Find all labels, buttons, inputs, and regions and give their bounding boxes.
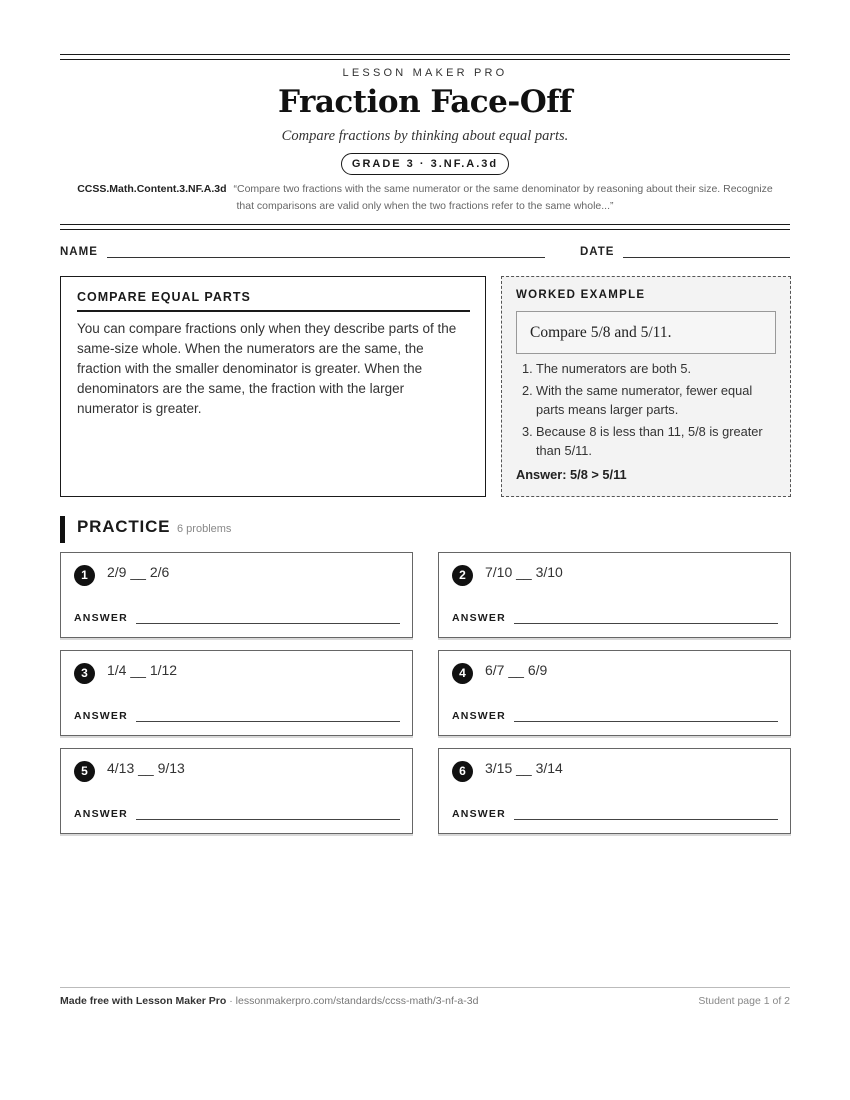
worksheet-title: Fraction Face-Off: [278, 84, 572, 120]
date-field[interactable]: [623, 257, 790, 258]
problem-card: [60, 748, 413, 834]
problem-number-badge: 1: [74, 565, 95, 586]
problem-text: 7/10 __ 3/10: [485, 564, 563, 580]
problem-text: 6/7 __ 6/9: [485, 662, 548, 678]
footer-credit: [60, 995, 478, 1007]
worked-example-prompt: Compare 5/8 and 5/11.: [516, 311, 776, 354]
answer-field[interactable]: [514, 721, 778, 722]
practice-accent-bar: [60, 516, 65, 543]
concept-box: [60, 276, 486, 497]
answer-label: ANSWER: [74, 612, 128, 624]
concept-body: You can compare fractions only when they describe parts of the same-size whole. When the numerators are the same, the fraction with the smaller denominator is greater. When the denominators are the same, the fraction with the larger numerator is greater.: [77, 321, 457, 416]
standard-description: [70, 181, 780, 215]
footer-rule: [60, 987, 790, 988]
answer-field[interactable]: [514, 623, 778, 624]
answer-label: ANSWER: [452, 612, 506, 624]
problem-text: 2/9 __ 2/6: [107, 564, 170, 580]
worked-example-box: [501, 276, 791, 497]
answer-label: ANSWER: [452, 710, 506, 722]
header-bottom-rule: [60, 224, 790, 230]
problem-text: 3/15 __ 3/14: [485, 760, 563, 776]
problem-card: [438, 748, 791, 834]
problem-card: [438, 650, 791, 736]
brand-name: LESSON MAKER PRO: [342, 67, 508, 79]
worked-example-step: 3. Because 8 is less than 11, 5/8 is greater than 5/11.: [522, 423, 763, 458]
worked-example-steps: [516, 359, 778, 463]
date-label: DATE: [580, 246, 615, 258]
answer-label: ANSWER: [452, 808, 506, 820]
standard-text: “Compare two fractions with the same numerator or the same denominator by reasoning about their size. Recognize that comparisons are valid only when the two fractions refer to the same whole...”: [233, 183, 773, 212]
problem-number-badge: 3: [74, 663, 95, 684]
practice-count: 6 problems: [177, 523, 232, 535]
problem-text: 4/13 __ 9/13: [107, 760, 185, 776]
practice-heading: PRACTICE: [77, 517, 171, 536]
problem-number-badge: 4: [452, 663, 473, 684]
answer-field[interactable]: [136, 623, 400, 624]
header-top-rule: [60, 54, 790, 60]
standard-code: CCSS.Math.Content.3.NF.A.3d: [77, 183, 227, 195]
answer-field[interactable]: [514, 819, 778, 820]
problem-number-badge: 5: [74, 761, 95, 782]
problem-number-badge: 6: [452, 761, 473, 782]
problem-text: 1/4 __ 1/12: [107, 662, 178, 678]
worked-example-step: 2. With the same numerator, fewer equal parts means larger parts.: [522, 382, 753, 417]
name-label: NAME: [60, 246, 98, 258]
footer-page-number: Student page 1 of 2: [698, 995, 790, 1007]
problem-number-badge: 2: [452, 565, 473, 586]
answer-field[interactable]: [136, 721, 400, 722]
grade-badge: GRADE 3 · 3.NF.A.3d: [341, 153, 509, 175]
problem-card: [60, 552, 413, 638]
name-field[interactable]: [107, 257, 545, 258]
worked-example-answer: Answer: 5/8 > 5/11: [516, 467, 627, 482]
worksheet-subtitle: Compare fractions by thinking about equal parts.: [281, 128, 569, 144]
concept-heading: COMPARE EQUAL PARTS: [77, 290, 470, 312]
footer-made-with: Made free with Lesson Maker Pro: [60, 995, 227, 1007]
answer-label: ANSWER: [74, 710, 128, 722]
answer-field[interactable]: [136, 819, 400, 820]
worked-example-step: 1. The numerators are both 5.: [522, 361, 692, 376]
problem-card: [60, 650, 413, 736]
worked-example-heading: WORKED EXAMPLE: [516, 289, 646, 301]
footer-url: · lessonmakerpro.com/standards/ccss-math/3-nf-a-3d: [226, 995, 479, 1007]
answer-label: ANSWER: [74, 808, 128, 820]
problem-card: [438, 552, 791, 638]
